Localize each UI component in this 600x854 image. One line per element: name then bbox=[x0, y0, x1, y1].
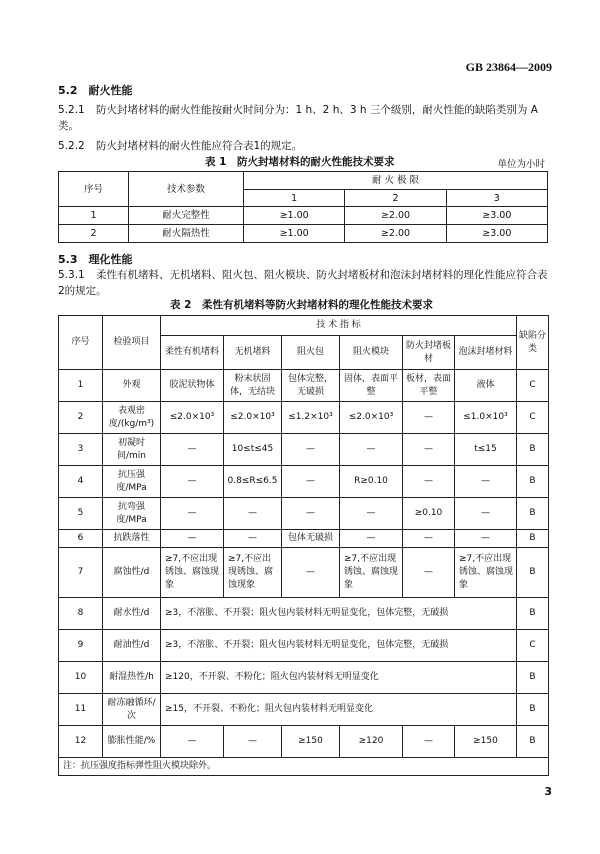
table1-unit: 单位为小时 bbox=[497, 159, 545, 170]
cell-no: 12 bbox=[59, 726, 103, 758]
table-row bbox=[59, 370, 549, 402]
cell-item: 抗跌落性 bbox=[103, 530, 161, 548]
cell-value: ≥7,不应出现锈蚀、腐蚀现象 bbox=[224, 548, 282, 598]
cell-defect: B bbox=[517, 530, 549, 548]
cell-value: ≤2.0×10³ bbox=[224, 402, 282, 434]
cell-value: ≤2.0×10³ bbox=[340, 402, 403, 434]
table-row bbox=[59, 548, 549, 598]
cell-item: 初凝时间/min bbox=[103, 434, 161, 466]
cell-value: ≤1.0×10³ bbox=[455, 402, 517, 434]
cell-value: ≥1.00 bbox=[244, 225, 345, 243]
table2-col-header: 无机堵料 bbox=[224, 336, 282, 370]
table1-caption: 表 1 防火封堵材料的耐火性能技术要求 bbox=[205, 156, 395, 168]
cell-value: ≥2.00 bbox=[345, 207, 446, 225]
table1-level: 2 bbox=[345, 190, 446, 207]
table-row bbox=[59, 434, 549, 466]
cell-value: 胶泥状物体 bbox=[161, 370, 224, 402]
table2-col-header: 阻火模块 bbox=[340, 336, 403, 370]
cell-item: 腐蚀性/d bbox=[103, 548, 161, 598]
clause-number: 5.2.1 bbox=[58, 104, 85, 116]
cell-no: 2 bbox=[59, 402, 103, 434]
cell-value: R≥0.10 bbox=[340, 466, 403, 498]
cell-value: — bbox=[403, 466, 455, 498]
cell-no: 1 bbox=[59, 207, 129, 225]
table2-header-tech: 技 术 指 标 bbox=[161, 316, 517, 336]
cell-value: ≤2.0×10³ bbox=[161, 402, 224, 434]
cell-no: 10 bbox=[59, 662, 103, 694]
table-row bbox=[59, 694, 549, 726]
table2-col-header: 阻火包 bbox=[282, 336, 340, 370]
table-row bbox=[59, 466, 549, 498]
cell-value: — bbox=[161, 466, 224, 498]
clause-text: 柔性有机堵料、无机堵料、阻火包、阻火模块、防火封堵板材和泡沫封堵材料的理化性能应符合表2的规定。 bbox=[58, 269, 548, 297]
cell-item: 耐湿热性/h bbox=[103, 662, 161, 694]
table-1 bbox=[58, 171, 548, 243]
cell-param: 耐火完整性 bbox=[129, 207, 244, 225]
cell-value: 0.8≤R≤6.5 bbox=[224, 466, 282, 498]
cell-value: — bbox=[455, 466, 517, 498]
cell-merged-value: ≥15，不开裂、不粉化；阻火包内装材料无明显变化 bbox=[161, 694, 517, 726]
cell-item: 抗弯强度/MPa bbox=[103, 498, 161, 530]
cell-value: — bbox=[282, 498, 340, 530]
cell-value: ≥7,不应出现锈蚀、腐蚀现象 bbox=[455, 548, 517, 598]
cell-value: — bbox=[403, 530, 455, 548]
cell-value: — bbox=[403, 548, 455, 598]
cell-value: ≥3.00 bbox=[446, 207, 547, 225]
cell-no: 4 bbox=[59, 466, 103, 498]
cell-defect: B bbox=[517, 548, 549, 598]
table-row bbox=[59, 630, 549, 662]
table2-col-header: 防火封堵板材 bbox=[403, 336, 455, 370]
cell-value: 板材，表面平整 bbox=[403, 370, 455, 402]
cell-value: ≥1.00 bbox=[244, 207, 345, 225]
clause-text: 防火封堵材料的耐火性能应符合表1的规定。 bbox=[96, 140, 303, 152]
table-2 bbox=[58, 315, 549, 776]
clause-number: 5.3.1 bbox=[58, 269, 85, 281]
cell-no: 11 bbox=[59, 694, 103, 726]
cell-item: 膨胀性能/% bbox=[103, 726, 161, 758]
table-row bbox=[59, 662, 549, 694]
cell-item: 抗压强度/MPa bbox=[103, 466, 161, 498]
table2-header-item: 检验项目 bbox=[103, 316, 161, 370]
cell-defect: C bbox=[517, 630, 549, 662]
cell-value: t≤15 bbox=[455, 434, 517, 466]
table-row bbox=[59, 402, 549, 434]
cell-no: 9 bbox=[59, 630, 103, 662]
cell-defect: B bbox=[517, 466, 549, 498]
cell-value: ≥7,不应出现锈蚀、腐蚀现象 bbox=[161, 548, 224, 598]
standard-code: GB 23864—2009 bbox=[465, 60, 552, 74]
table2-header-defect: 缺陷分类 bbox=[517, 316, 549, 370]
cell-value: — bbox=[340, 498, 403, 530]
cell-param: 耐火隔热性 bbox=[129, 225, 244, 243]
cell-value: — bbox=[282, 434, 340, 466]
table-row bbox=[59, 207, 548, 225]
section-5-3-title: 5.3 理化性能 bbox=[58, 253, 133, 266]
table2-col-header: 泡沫封堵材料 bbox=[455, 336, 517, 370]
cell-value: — bbox=[161, 434, 224, 466]
paragraph-5-3-1 bbox=[58, 267, 548, 299]
table2-header-no: 序号 bbox=[59, 316, 103, 370]
table1-level: 3 bbox=[446, 190, 547, 207]
cell-value: 10≤t≤45 bbox=[224, 434, 282, 466]
cell-no: 3 bbox=[59, 434, 103, 466]
cell-value: ≥150 bbox=[455, 726, 517, 758]
cell-no: 8 bbox=[59, 598, 103, 630]
cell-defect: B bbox=[517, 662, 549, 694]
cell-value: ≥3.00 bbox=[446, 225, 547, 243]
cell-value: ≥120 bbox=[340, 726, 403, 758]
page-number: 3 bbox=[544, 785, 552, 798]
section-5-2-title: 5.2 耐火性能 bbox=[58, 84, 133, 97]
table-row bbox=[59, 225, 548, 243]
cell-value: 包体无破损 bbox=[282, 530, 340, 548]
cell-value: 液体 bbox=[455, 370, 517, 402]
cell-value: — bbox=[282, 466, 340, 498]
cell-defect: B bbox=[517, 694, 549, 726]
cell-defect: B bbox=[517, 726, 549, 758]
cell-no: 6 bbox=[59, 530, 103, 548]
cell-no: 2 bbox=[59, 225, 129, 243]
cell-value: — bbox=[161, 726, 224, 758]
cell-value: 粉末状固体，无结块 bbox=[224, 370, 282, 402]
cell-value: — bbox=[403, 402, 455, 434]
cell-merged-value: ≥3，不溶胀、不开裂；阻火包内装材料无明显变化，包体完整，无破损 bbox=[161, 598, 517, 630]
cell-value: — bbox=[403, 434, 455, 466]
cell-item: 外观 bbox=[103, 370, 161, 402]
cell-item: 耐水性/d bbox=[103, 598, 161, 630]
cell-item: 耐油性/d bbox=[103, 630, 161, 662]
paragraph-5-2-1 bbox=[58, 102, 548, 134]
cell-value: — bbox=[224, 530, 282, 548]
clause-number: 5.2.2 bbox=[58, 140, 85, 152]
table1-header-limit: 耐 火 极 限 bbox=[244, 172, 548, 190]
cell-value: ≥7,不应出现锈蚀、腐蚀现象 bbox=[340, 548, 403, 598]
cell-defect: C bbox=[517, 370, 549, 402]
cell-value: — bbox=[161, 530, 224, 548]
cell-value: — bbox=[224, 498, 282, 530]
cell-merged-value: ≥3，不溶胀、不开裂；阻火包内装材料无明显变化，包体完整，无破损 bbox=[161, 630, 517, 662]
table1-level: 1 bbox=[244, 190, 345, 207]
cell-value: ≥2.00 bbox=[345, 225, 446, 243]
cell-value: ≥150 bbox=[282, 726, 340, 758]
cell-value: ≥0.10 bbox=[403, 498, 455, 530]
clause-text: 防火封堵材料的耐火性能按耐火时间分为：1 h、2 h、3 h 三个级别，耐火性能的缺陷类别为 A类。 bbox=[58, 104, 538, 132]
table-row bbox=[59, 598, 549, 630]
cell-value: 包体完整，无破损 bbox=[282, 370, 340, 402]
cell-value: — bbox=[161, 498, 224, 530]
cell-value: — bbox=[403, 726, 455, 758]
cell-item: 耐冻融循环/次 bbox=[103, 694, 161, 726]
table-row bbox=[59, 726, 549, 758]
table2-caption: 表 2 柔性有机堵料等防火封堵材料的理化性能技术要求 bbox=[170, 299, 433, 311]
cell-defect: B bbox=[517, 598, 549, 630]
table2-col-header: 柔性有机堵料 bbox=[161, 336, 224, 370]
cell-item: 表观密度/(kg/m³) bbox=[103, 402, 161, 434]
cell-value: — bbox=[340, 530, 403, 548]
cell-value: — bbox=[224, 726, 282, 758]
cell-no: 5 bbox=[59, 498, 103, 530]
cell-defect: B bbox=[517, 498, 549, 530]
cell-merged-value: ≥120，不开裂、不粉化；阻火包内装材料无明显变化 bbox=[161, 662, 517, 694]
cell-value: ≤1.2×10³ bbox=[282, 402, 340, 434]
table2-note: 注：抗压强度指标弹性阻火模块除外。 bbox=[59, 758, 549, 776]
table1-header-param: 技术参数 bbox=[129, 172, 244, 207]
cell-value: — bbox=[455, 530, 517, 548]
cell-defect: B bbox=[517, 434, 549, 466]
cell-value: — bbox=[282, 548, 340, 598]
cell-value: — bbox=[455, 498, 517, 530]
cell-no: 1 bbox=[59, 370, 103, 402]
cell-value: — bbox=[340, 434, 403, 466]
table-row bbox=[59, 530, 549, 548]
cell-no: 7 bbox=[59, 548, 103, 598]
paragraph-5-2-2 bbox=[58, 138, 548, 154]
table1-header-no: 序号 bbox=[59, 172, 129, 207]
table-row bbox=[59, 498, 549, 530]
cell-defect: C bbox=[517, 402, 549, 434]
cell-value: 固体，表面平整 bbox=[340, 370, 403, 402]
